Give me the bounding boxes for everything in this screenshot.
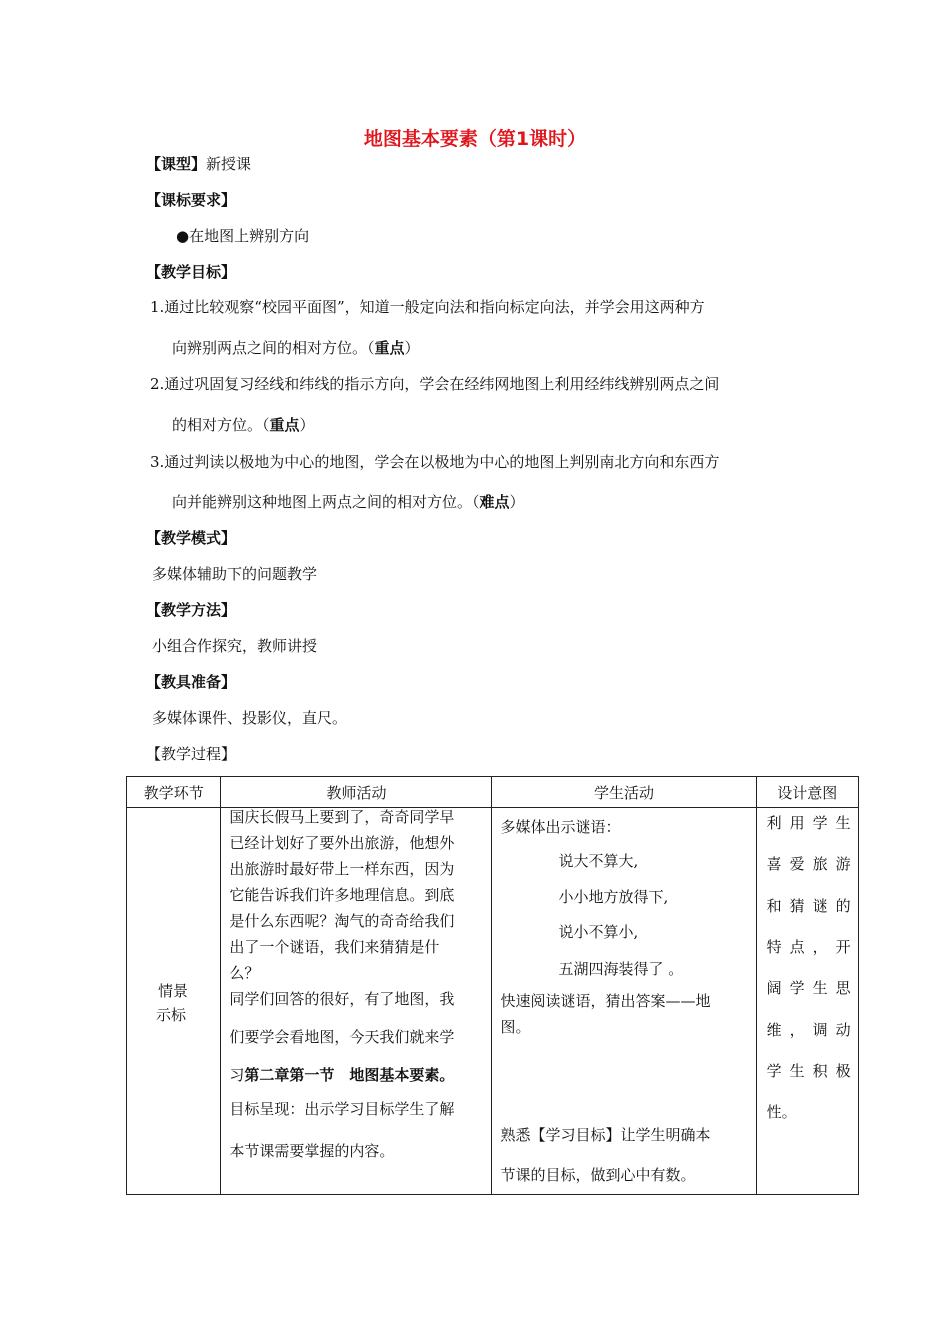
objective-1-end: ） [404,339,420,357]
stage-line-1: 情景 [158,982,189,1000]
teacher-line: 本节课需要掌握的内容。 [229,1142,395,1160]
tools-label: 【教具准备】 [146,673,237,691]
header-intent: 设计意图 [756,777,858,808]
method-value: 小组合作探究，教师讲授 [152,637,318,655]
stage-cell [127,808,221,1195]
teacher-line: 已经计划好了要外出旅游，他想外 [229,834,455,852]
process-table [126,776,859,1195]
intent-line: 阔学生思 [766,979,851,997]
intent-line: 和猜谜的 [766,897,851,915]
student-line: 熟悉【学习目标】让学生明确本 [500,1126,711,1144]
objective-1-text: 向辨别两点之间的相对方位。（ [172,339,375,357]
student-line: 图。 [500,1018,531,1036]
header-student: 学生活动 [492,777,756,808]
student-line: 节课的目标，做到心中有数。 [500,1166,696,1184]
mode-value: 多媒体辅助下的问题教学 [152,565,318,583]
teacher-line-prefix: 习 [229,1066,245,1084]
student-cell [492,808,756,1195]
intent-line: 性。 [766,1103,797,1121]
teacher-line: 是什么东西呢？淘气的奇奇给我们 [229,912,455,930]
teacher-line: 同学们回答的很好，有了地图，我 [229,990,455,1008]
teacher-cell [221,808,492,1195]
objective-2-line-2 [172,414,315,435]
teacher-line: 么？ [229,964,260,982]
objective-2-end: ） [299,416,315,434]
objective-1-key: 重点 [374,339,405,357]
teacher-line-bold [229,1064,454,1085]
table-row [127,808,859,1195]
objective-2-key: 重点 [269,416,300,434]
intent-cell [756,808,858,1195]
objective-2-line-1: 2.通过巩固复习经线和纬线的指示方向，学会在经纬网地图上利用经纬线辨别两点之间 [150,375,720,393]
method-label: 【教学方法】 [146,601,237,619]
student-riddle-line: 说小不算小, [558,923,639,941]
objective-3-line-1: 3.通过判读以极地为中心的地图，学会在以极地为中心的地图上判别南北方向和东西方 [150,453,720,471]
page-title: 地图基本要素（第1课时） [363,128,587,150]
teacher-line: 出旅游时最好带上一样东西，因为 [229,860,455,878]
table-header-row [127,777,859,808]
teacher-line: 国庆长假马上要到了，奇奇同学早 [229,808,455,826]
objective-3-key: 难点 [479,493,510,511]
intent-line: 维，调动 [766,1021,851,1039]
student-line: 快速阅读谜语，猜出答案——地 [500,992,711,1010]
stage-line-2: 示标 [156,1006,187,1024]
course-type-label: 【课型】 [146,155,207,173]
teacher-line: 目标呈现：出示学习目标学生了解 [229,1100,455,1118]
tools-value: 多媒体课件、投影仪，直尺。 [152,709,348,727]
header-teacher: 教师活动 [221,777,492,808]
objective-3-text: 向并能辨别这种地图上两点之间的相对方位。（ [172,493,480,511]
process-label: 【教学过程】 [146,745,237,763]
student-line: 多媒体出示谜语： [500,818,621,836]
objectives-label: 【教学目标】 [146,263,237,281]
objective-1-line-2 [172,337,420,358]
standard-item: ●在地图上辨别方向 [176,227,310,245]
header-stage: 教学环节 [127,777,221,808]
teacher-line-chapter: 第二章第一节 地图基本要素。 [244,1066,455,1084]
course-type-value: 新授课 [206,155,252,173]
objective-3-line-2 [172,491,525,512]
standard-label: 【课标要求】 [146,191,237,209]
teacher-line: 它能告诉我们许多地理信息。到底 [229,886,455,904]
course-type-line [146,153,251,174]
intent-line: 特点，开 [766,938,851,956]
student-riddle-line: 小小地方放得下, [558,888,669,906]
student-riddle-line: 说大不算大, [558,852,639,870]
objective-3-end: ） [509,493,525,511]
teacher-line: 们要学会看地图，今天我们就来学 [229,1028,455,1046]
objective-1-line-1: 1.通过比较观察“校园平面图”，知道一般定向法和指向标定向法，并学会用这两种方 [150,298,705,316]
intent-line: 利用学生 [766,814,851,832]
teacher-line: 出了一个谜语，我们来猜猜是什 [229,938,440,956]
student-riddle-line: 五湖四海装得了 。 [558,960,684,978]
intent-line: 学生积极 [766,1062,851,1080]
mode-label: 【教学模式】 [146,529,237,547]
objective-2-text: 的相对方位。（ [172,416,270,434]
intent-line: 喜爱旅游 [766,855,851,873]
